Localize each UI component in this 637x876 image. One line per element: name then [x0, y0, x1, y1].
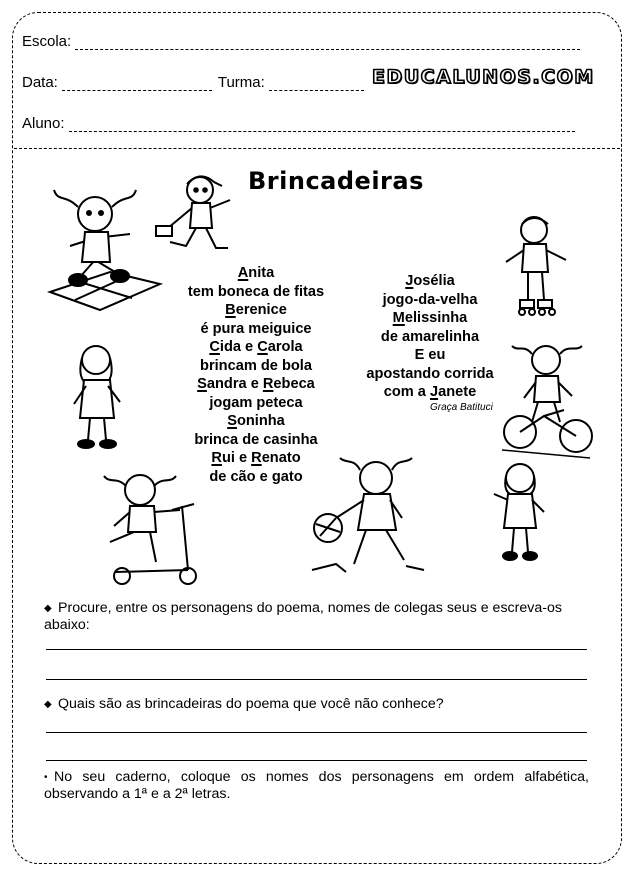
poem-text: nita — [248, 265, 275, 281]
question-2 — [44, 696, 589, 713]
diamond-bullet-icon: ◆ — [44, 699, 52, 710]
poem-text: ui e — [221, 450, 252, 466]
initial-letter: S — [227, 413, 237, 429]
student-row — [22, 114, 575, 132]
class-field[interactable] — [269, 79, 364, 91]
poem-line — [340, 309, 520, 328]
poem-text: jogo-da-velha — [382, 291, 478, 308]
poem-line — [160, 375, 352, 394]
running-boy-illustration — [150, 170, 242, 260]
school-row — [22, 32, 580, 50]
initial-letter: M — [392, 310, 405, 326]
poem-text: de cão e gato — [209, 468, 303, 485]
poem-text: é pura meiguice — [200, 320, 312, 337]
school-field[interactable] — [75, 38, 580, 50]
question-3-text: No seu caderno, coloque os nomes dos personagens em ordem alfabética, observando a 1ª e a 2ª letras. — [44, 769, 589, 802]
brand-logo: EDUCALUNOS.COM — [372, 66, 595, 88]
poem-text: com a — [383, 384, 430, 400]
poem-line — [160, 449, 352, 468]
school-label: Escola: — [22, 33, 72, 50]
poem-line — [160, 412, 352, 431]
question-2-text: Quais são as brincadeiras do poema que você não conhece? — [58, 696, 444, 712]
poem-line — [340, 383, 520, 402]
poem-text: enato — [261, 450, 301, 466]
question-1-text: Procure, entre os personagens do poema, nomes de colegas seus e escreva-os abaixo: — [44, 600, 562, 633]
poem-text: de amarelinha — [380, 328, 480, 345]
class-label: Turma: — [217, 74, 265, 91]
poem-text: jogam peteca — [209, 394, 303, 411]
poem-author: Graça Batituci — [430, 402, 493, 413]
poem-line — [340, 346, 520, 365]
diamond-bullet-icon: ◆ — [44, 603, 52, 614]
initial-letter: C — [209, 339, 220, 355]
poem-line — [340, 328, 520, 347]
date-label: Data: — [22, 74, 58, 91]
poem-text: arola — [267, 339, 303, 355]
standing-girl-illustration — [64, 340, 132, 452]
poem-line — [160, 357, 352, 376]
poem-text: ebeca — [273, 376, 315, 392]
initial-letter: B — [225, 302, 236, 318]
student-field[interactable] — [69, 120, 575, 132]
poem-text: elissinha — [404, 310, 468, 326]
poem-text: osélia — [413, 273, 455, 289]
date-row — [22, 73, 364, 91]
poem-text: brincam de bola — [200, 357, 312, 374]
poem-text: anete — [438, 384, 477, 400]
answer-line-1b[interactable] — [46, 679, 587, 680]
student-label: Aluno: — [22, 115, 65, 132]
answer-line-2a[interactable] — [46, 732, 587, 733]
initial-letter: A — [237, 265, 249, 281]
question-1 — [44, 600, 589, 634]
poem-line — [160, 320, 352, 339]
poem-line — [340, 272, 520, 291]
poem-line — [160, 468, 352, 487]
poem-text: brinca de casinha — [194, 431, 318, 448]
poem-line — [160, 394, 352, 413]
page-title: Brincadeiras — [248, 167, 424, 195]
initial-letter: J — [405, 273, 414, 289]
poem-text: E eu — [414, 347, 446, 363]
poem-left-column — [160, 264, 352, 486]
poem-right-column — [340, 272, 520, 402]
answer-line-1a[interactable] — [46, 649, 587, 650]
initial-letter: R — [262, 376, 274, 392]
poem-line — [160, 431, 352, 450]
initial-letter: S — [197, 376, 207, 392]
initial-letter: R — [211, 450, 222, 466]
initial-letter: J — [429, 384, 439, 400]
poem-line — [160, 301, 352, 320]
question-3 — [44, 769, 589, 803]
dot-bullet-icon: • — [44, 772, 48, 783]
poem-text: ida e — [219, 339, 258, 355]
answer-line-2b[interactable] — [46, 760, 587, 761]
poem-text: erenice — [235, 302, 287, 318]
poem-text: tem boneca de fitas — [187, 283, 325, 300]
poem-text: andra e — [206, 376, 263, 392]
poem-text: oninha — [236, 413, 285, 429]
initial-letter: R — [251, 450, 262, 466]
poem-line — [160, 338, 352, 357]
header-divider — [14, 148, 620, 149]
poem-line — [340, 291, 520, 310]
initial-letter: C — [257, 339, 268, 355]
poem-line — [160, 283, 352, 302]
poem-line — [340, 365, 520, 384]
date-field[interactable] — [62, 79, 212, 91]
poem-text: apostando corrida — [366, 365, 494, 382]
small-girl-illustration — [486, 458, 552, 564]
poem-line — [160, 264, 352, 283]
